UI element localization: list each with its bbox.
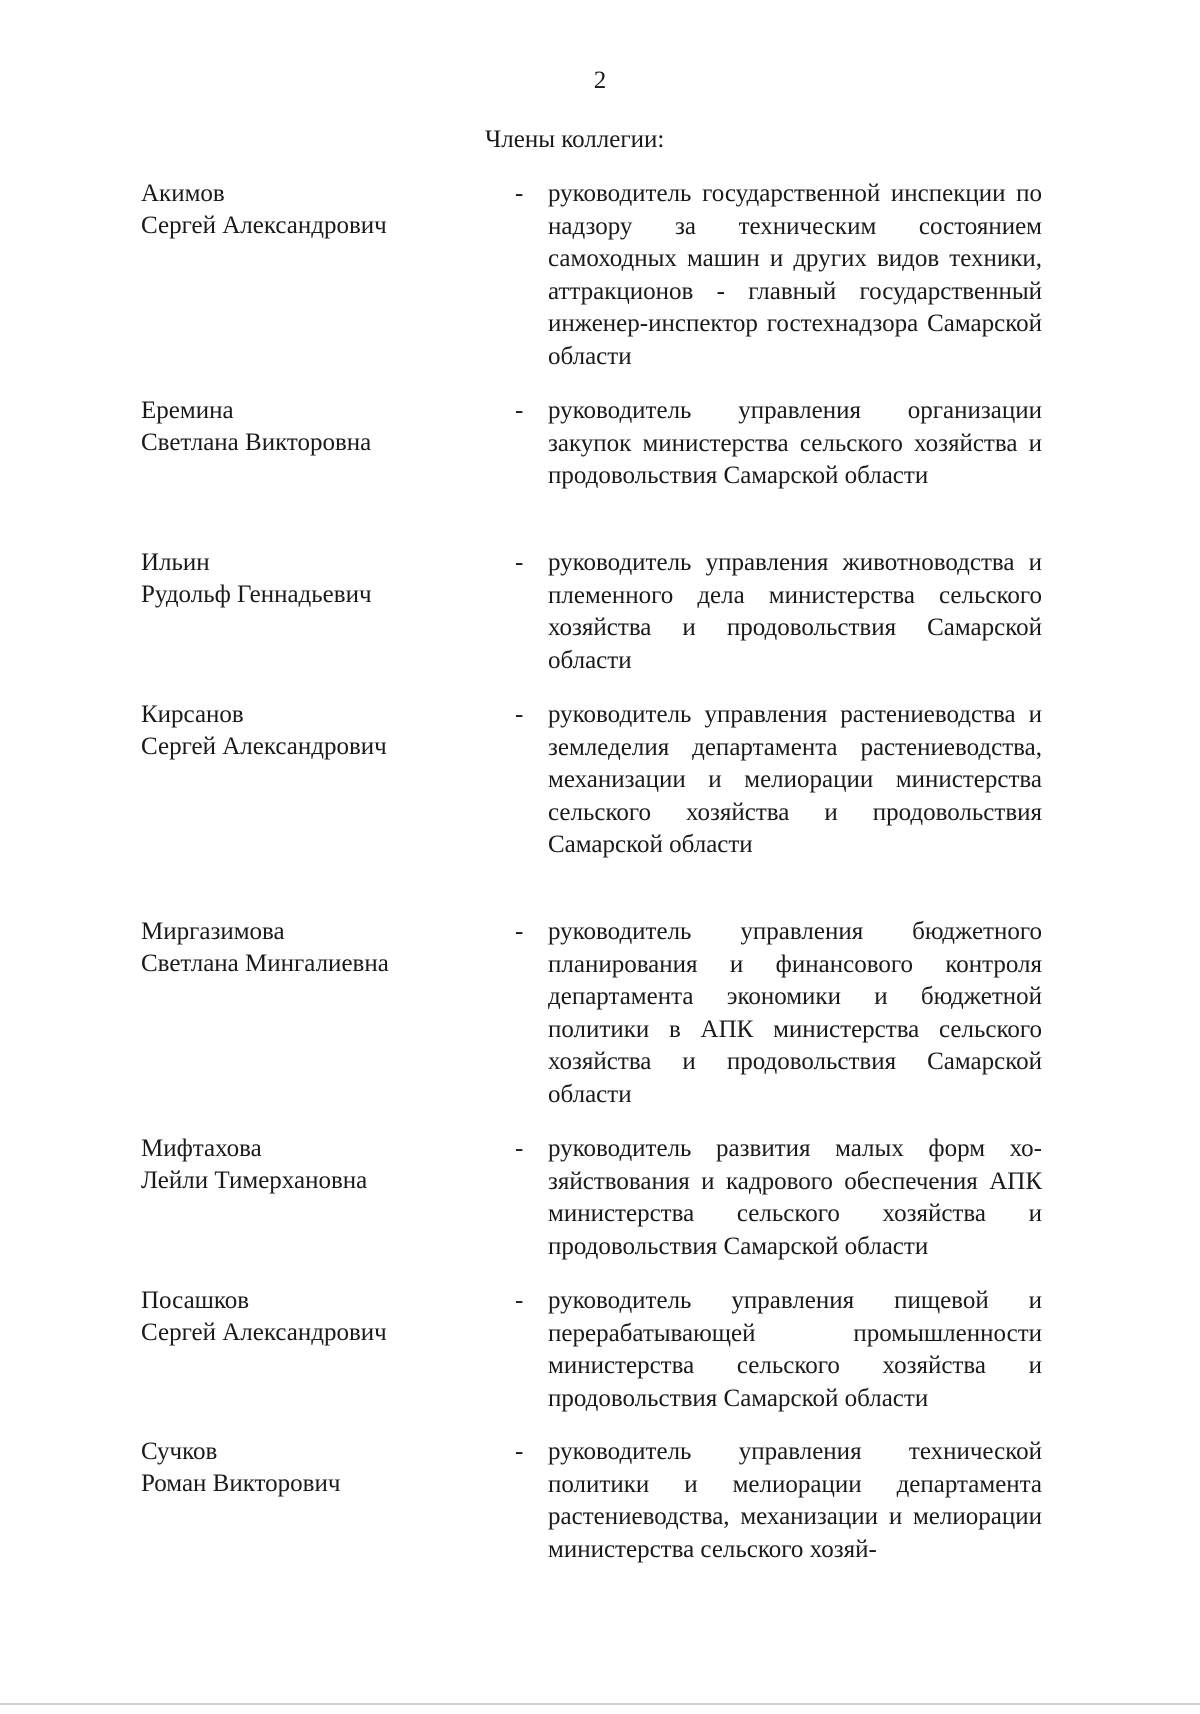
member-surname: Миргазимова — [141, 918, 285, 945]
member-surname: Сучков — [141, 1438, 218, 1465]
dash-separator: - — [515, 1438, 524, 1465]
member-surname: Мифтахова — [141, 1135, 262, 1162]
member-position: руководитель управления растениеводства и земледелия департамента растениеводства, механизации и мелиорации министерства сельского хозяйства и продовольствия Самарской области — [548, 701, 1042, 859]
member-given-name: Светлана Мингалиевна — [141, 950, 389, 977]
member-name — [141, 178, 471, 242]
member-name — [141, 547, 471, 611]
dash-separator: - — [515, 549, 524, 576]
dash-separator: - — [515, 397, 524, 424]
member-surname: Акимов — [141, 180, 225, 207]
dash-separator: - — [515, 1135, 524, 1162]
member-surname: Кирсанов — [141, 701, 244, 728]
member-position: руководитель управления организации закупок министерства сельского хозяйства и продовольствия Самарской области — [548, 397, 1042, 490]
member-surname: Ильин — [141, 549, 210, 576]
member-name — [141, 1285, 471, 1349]
member-name — [141, 699, 471, 763]
member-given-name: Сергей Александрович — [141, 212, 387, 239]
member-position: руководитель управления животноводства и племенного дела министерства сельского хозяйства и продовольствия Самарской области — [548, 549, 1042, 674]
member-name — [141, 1133, 471, 1197]
member-position: руководитель управления бюджетного планирования и финансового контроля департамента экономики и бюджетной политики в АПК министерства сельского хозяйства и продовольствия Самарской области — [548, 918, 1042, 1108]
member-surname: Посашков — [141, 1287, 250, 1314]
scan-bottom-edge — [0, 1703, 1200, 1705]
dash-separator: - — [515, 918, 524, 945]
member-given-name: Сергей Александрович — [141, 733, 387, 760]
member-position: руководитель управления пищевой и перерабатывающей промышленности министерства сельского хозяйства и продовольствия Самарской области — [548, 1287, 1042, 1412]
member-given-name: Роман Викторович — [141, 1470, 341, 1497]
member-position: руководитель развития малых форм хозяйствования и кадрового обеспечения АПК министерства сельского хозяйства и продовольствия Самарской области — [548, 1135, 1042, 1260]
member-name — [141, 916, 471, 980]
member-surname: Еремина — [141, 397, 234, 424]
dash-separator: - — [515, 180, 524, 207]
dash-separator: - — [515, 1287, 524, 1314]
dash-separator: - — [515, 701, 524, 728]
member-given-name: Сергей Александрович — [141, 1319, 387, 1346]
member-given-name: Лейли Тимерхановна — [141, 1167, 368, 1194]
section-heading: Члены коллегии: — [485, 126, 665, 153]
member-position: руководитель государственной инспекции по надзору за техническим состоянием самоходных машин и других видов техники, аттракционов - главный государственный инженер-инспектор гостехнадзора Самарской области — [548, 180, 1042, 370]
member-given-name: Светлана Викторовна — [141, 429, 372, 456]
member-position: руководитель управления технической политики и мелиорации департамента растениеводства, механизации и мелиорации министерства сельского хозяй- — [548, 1438, 1042, 1563]
member-name — [141, 395, 471, 459]
page-number: 2 — [593, 67, 607, 94]
member-given-name: Рудольф Геннадьевич — [141, 581, 372, 608]
member-name — [141, 1436, 471, 1500]
